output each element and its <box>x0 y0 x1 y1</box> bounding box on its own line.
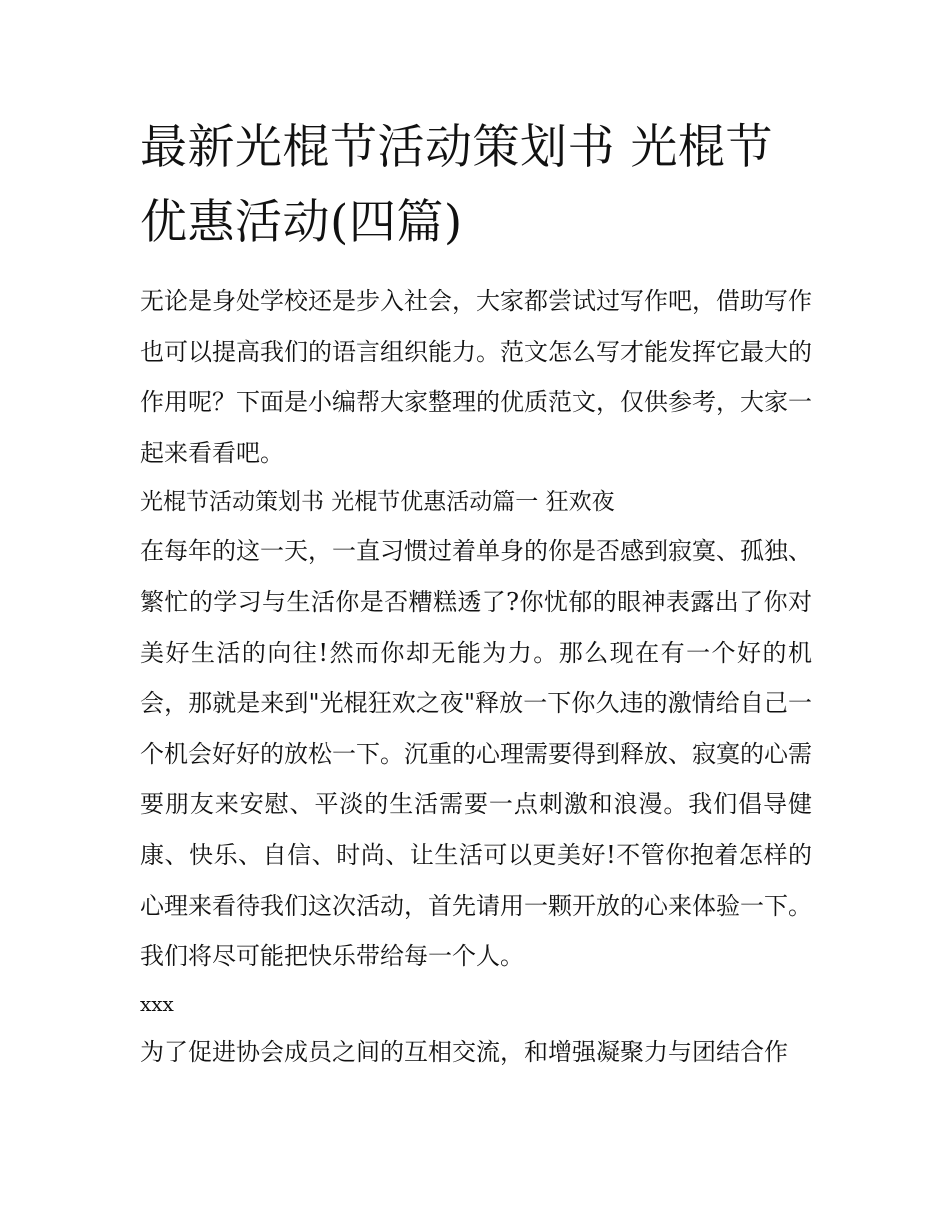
document-page <box>140 110 812 1077</box>
document-title: 最新光棍节活动策划书 光棍节优惠活动(四篇) <box>140 120 773 250</box>
section-heading: 光棍节活动策划书 光棍节优惠活动篇一 狂欢夜 <box>140 489 615 516</box>
section-body-paragraph: 在每年的这一天，一直习惯过着单身的你是否感到寂寞、孤独、繁忙的学习与生活你是否糟糕透了?你忧郁的眼神表露出了你对美好生活的向往!然而你却无能为力。那么现在有一个好的机会，那就是来到"光棍狂欢之夜"释放一下你久违的激情给自己一个机会好好的放松一下。沉重的心理需要得到释放、寂寞的心需要朋友来安慰、平淡的生活需要一点刺激和浪漫。我们倡导健康、快乐、自信、时尚、让生活可以更美好!不管你抱着怎样的心理来看待我们这次活动，首先请用一颗开放的心来体验一下。我们将尽可能把快乐带给每一个人。 <box>140 537 812 971</box>
next-paragraph: 为了促进协会成员之间的互相交流，和增强凝聚力与团结合作 <box>140 1037 788 1066</box>
placeholder-text: xxx <box>140 991 174 1016</box>
intro-paragraph: 无论是身处学校还是步入社会，大家都尝试过写作吧，借助写作也可以提高我们的语言组织能力。范文怎么写才能发挥它最大的作用呢？下面是小编帮大家整理的优质范文，仅供参考，大家一起来看看吧。 <box>140 287 812 467</box>
